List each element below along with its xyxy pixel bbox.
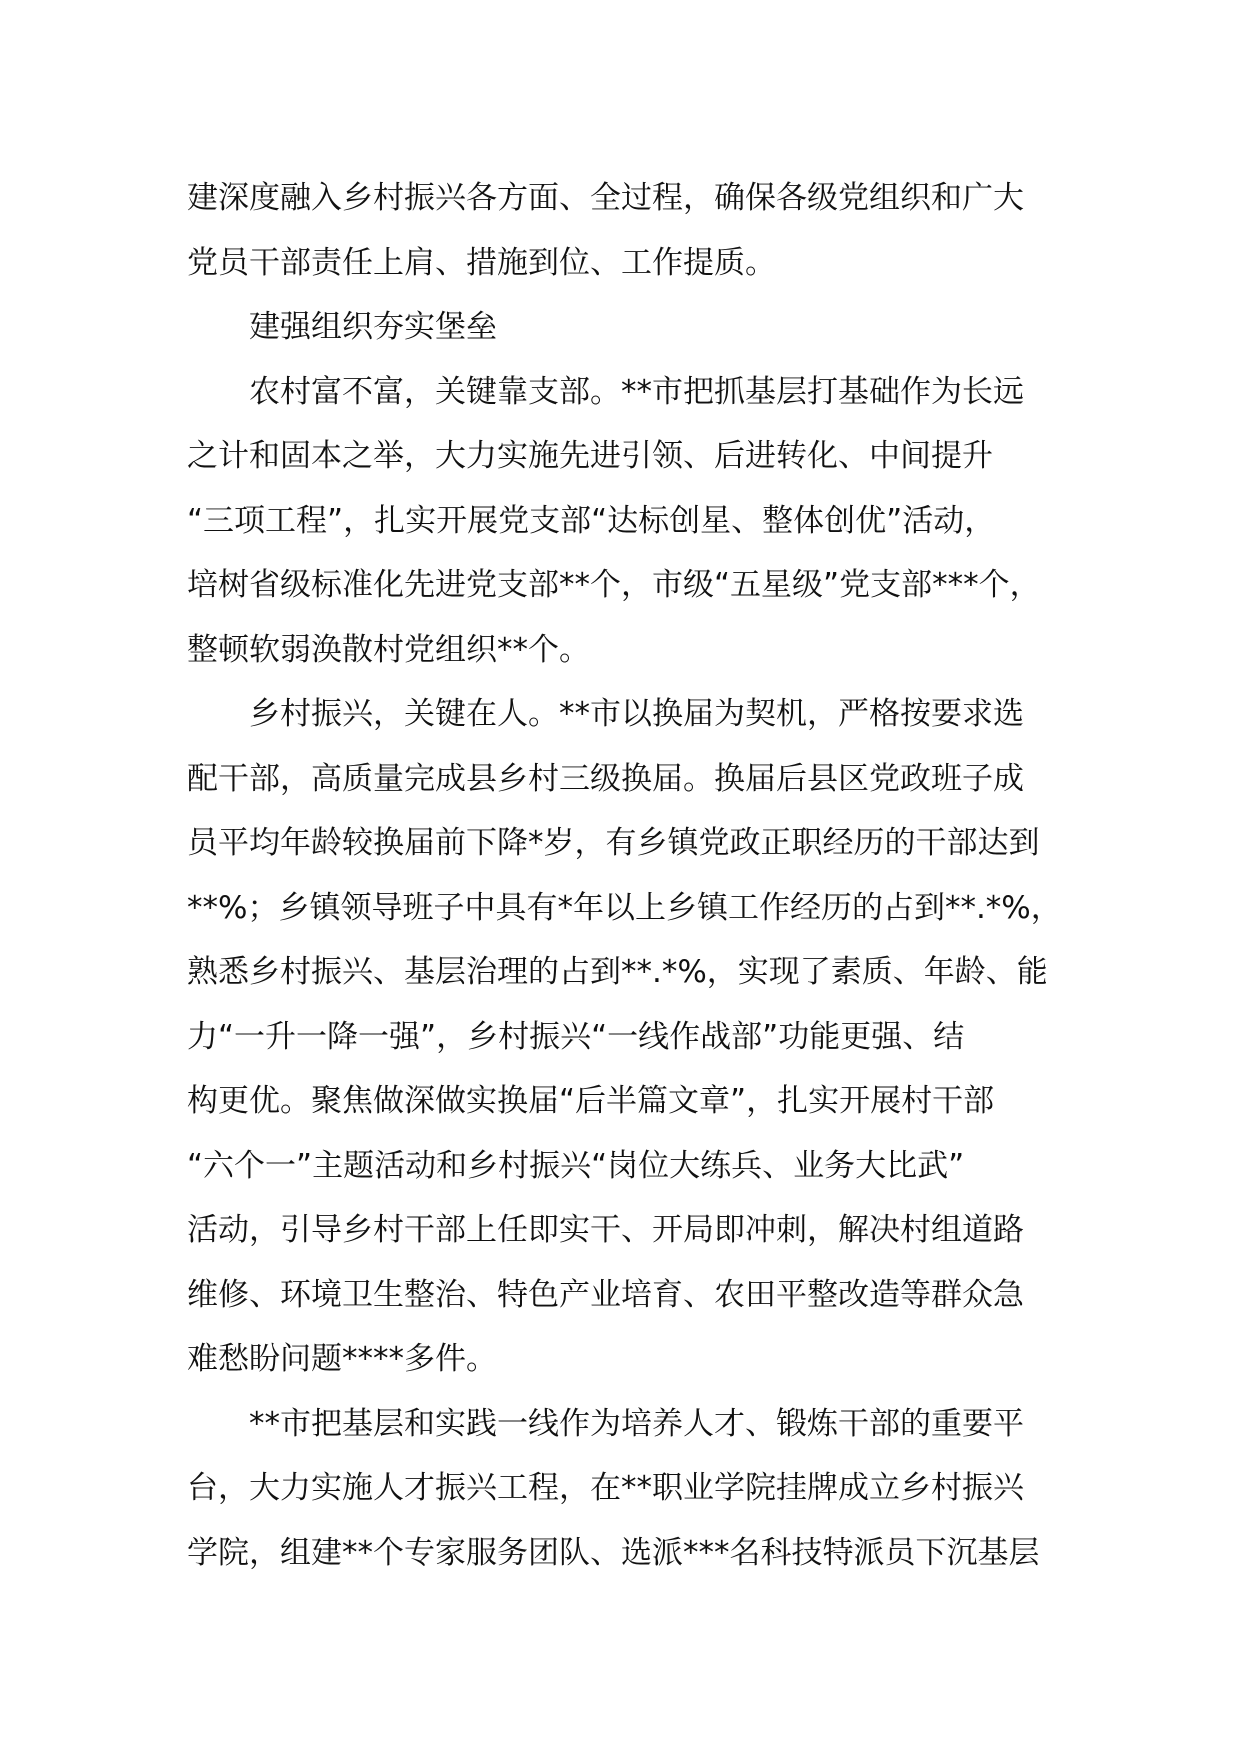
body-line: 熟悉乡村振兴、基层治理的占到**.*%，实现了素质、年龄、能 [187, 954, 1048, 990]
body-line: **%；乡镇领导班子中具有*年以上乡镇工作经历的占到**.*%， [187, 889, 1062, 926]
body-line: 培树省级标准化先进党支部**个，市级“五星级”党支部***个， [187, 567, 1041, 603]
body-line: 力“一升一降一强”，乡村振兴“一线作战部”功能更强、结 [187, 1018, 965, 1055]
document-body [187, 166, 1087, 1585]
paragraph-first-line: **市把基层和实践一线作为培养人才、锻炼干部的重要平 [249, 1405, 1024, 1442]
body-line: 台，大力实施人才振兴工程，在**职业学院挂牌成立乡村振兴 [187, 1470, 1024, 1506]
body-line: “三项工程”，扎实开展党支部“达标创星、整体创优”活动， [187, 502, 996, 539]
body-line: 之计和固本之举，大力实施先进引领、后进转化、中间提升 [187, 438, 993, 474]
body-line: “六个一”主题活动和乡村振兴“岗位大练兵、业务大比武” [187, 1147, 965, 1184]
paragraph-first-line: 乡村振兴，关键在人。**市以换届为契机，严格按要求选 [249, 696, 1024, 732]
section-heading: 建强组织夯实堡垒 [249, 309, 497, 345]
body-line: 维修、环境卫生整治、特色产业培育、农田平整改造等群众急 [187, 1276, 1024, 1313]
body-line: 整顿软弱涣散村党组织**个。 [187, 631, 590, 668]
body-line: 难愁盼问题****多件。 [187, 1341, 497, 1377]
body-line: 建深度融入乡村振兴各方面、全过程，确保各级党组织和广大 [187, 180, 1024, 216]
body-line: 构更优。聚焦做深做实换届“后半篇文章”，扎实开展村干部 [187, 1083, 995, 1119]
paragraph-first-line: 农村富不富，关键靠支部。**市把抓基层打基础作为长远 [249, 373, 1024, 410]
body-line: 活动，引导乡村干部上任即实干、开局即冲刺，解决村组道路 [187, 1212, 1024, 1248]
body-line: 员平均年龄较换届前下降*岁，有乡镇党政正职经历的干部达到 [187, 825, 1040, 861]
body-line: 党员干部责任上肩、措施到位、工作提质。 [187, 244, 776, 281]
body-line: 配干部，高质量完成县乡村三级换届。换届后县区党政班子成 [187, 760, 1024, 797]
body-line: 学院，组建**个专家服务团队、选派***名科技特派员下沉基层 [187, 1534, 1040, 1571]
